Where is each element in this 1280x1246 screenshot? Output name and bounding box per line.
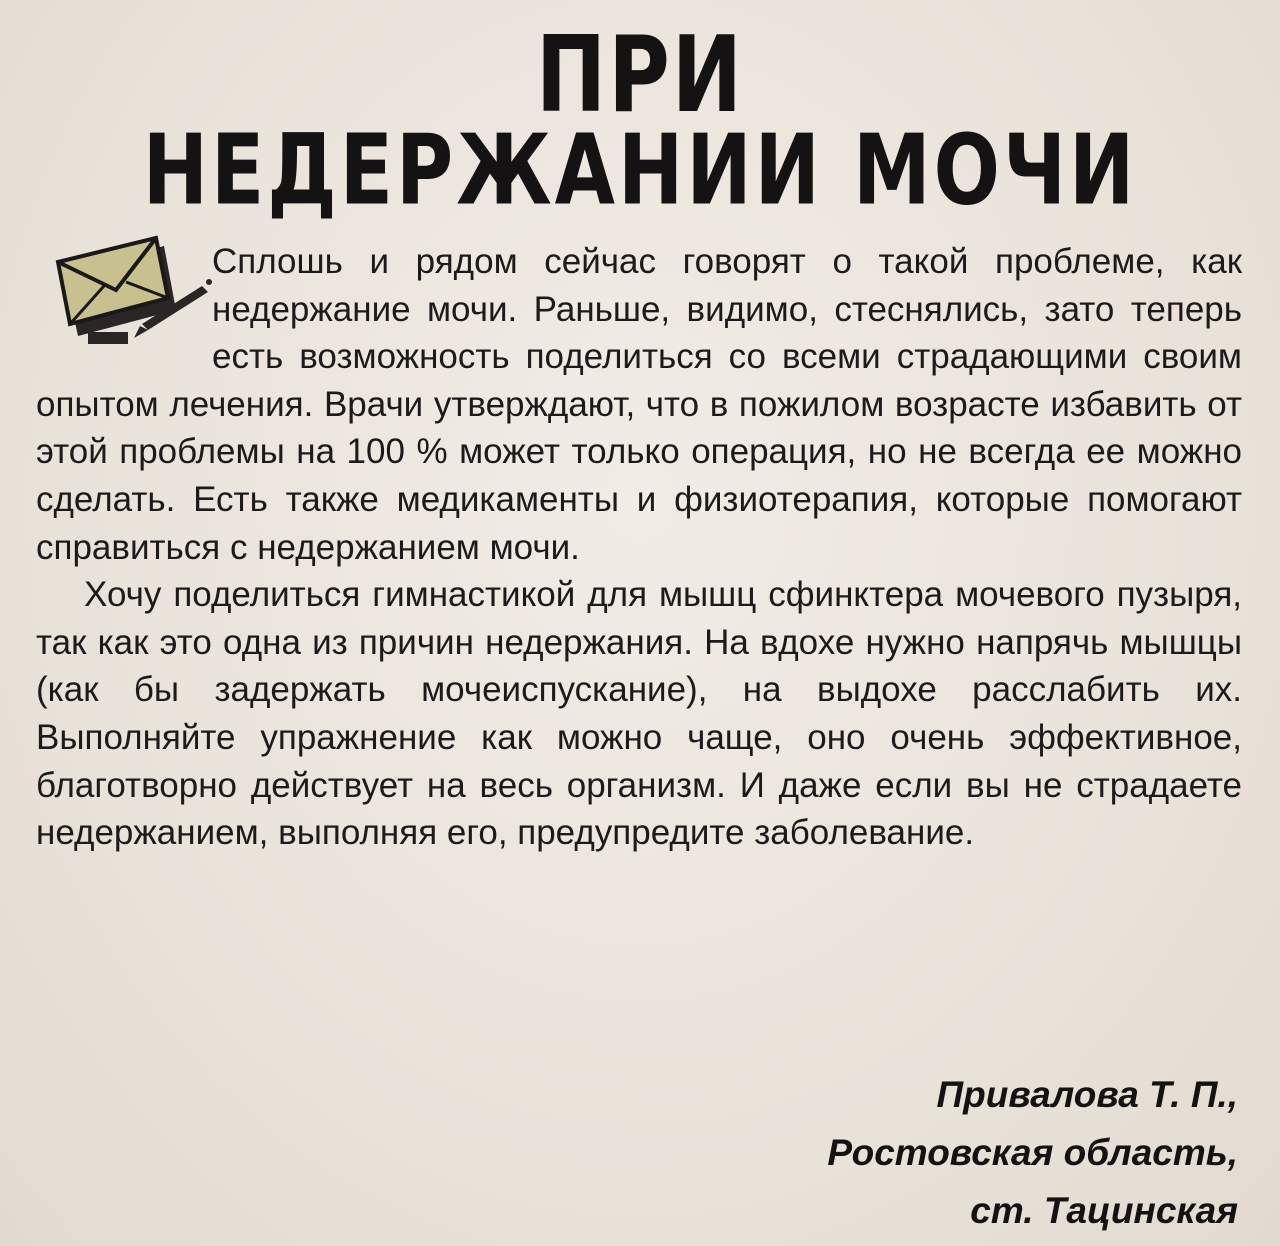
- headline-line-2: НЕДЕРЖАНИИ МОЧИ: [142, 114, 1138, 227]
- article-body: [36, 238, 1242, 857]
- icon-spacer: [36, 238, 212, 378]
- author-place: ст. Тацинская: [970, 1190, 1238, 1231]
- author-region: Ростовская область,: [827, 1132, 1238, 1173]
- headline-line-1: ПРИ: [535, 13, 745, 136]
- paragraph-1: Сплошь и рядом сейчас говорят о такой проблеме, как недержание мочи. Раньше, видимо, стеснялись, зато теперь есть возможность поделиться со всеми страдающими своим опытом лечения. Врачи утверждают, что в пожилом возрасте избавить от этой проблемы на 100 % может только операция, но не всегда ее можно сделать. Есть также медикаменты и физиотерапия, которые помогают справиться с недержанием мочи.: [36, 242, 1242, 567]
- author-name: Привалова Т. П.,: [936, 1074, 1238, 1115]
- paragraph-2: Хочу поделиться гимнастикой для мышц сфинктера мочевого пузыря, так как это одна из причин недержания. На вдохе нужно напрячь мышцы (как бы задержать мочеиспускание), на выдохе расслабить их. Выполняйте упражнение как можно чаще, оно очень эффективное, благотворно действует на весь организм. И даже если вы не страдаете недержанием, выполняя его, предупредите заболевание.: [36, 575, 1242, 853]
- author-signature: [827, 1066, 1238, 1240]
